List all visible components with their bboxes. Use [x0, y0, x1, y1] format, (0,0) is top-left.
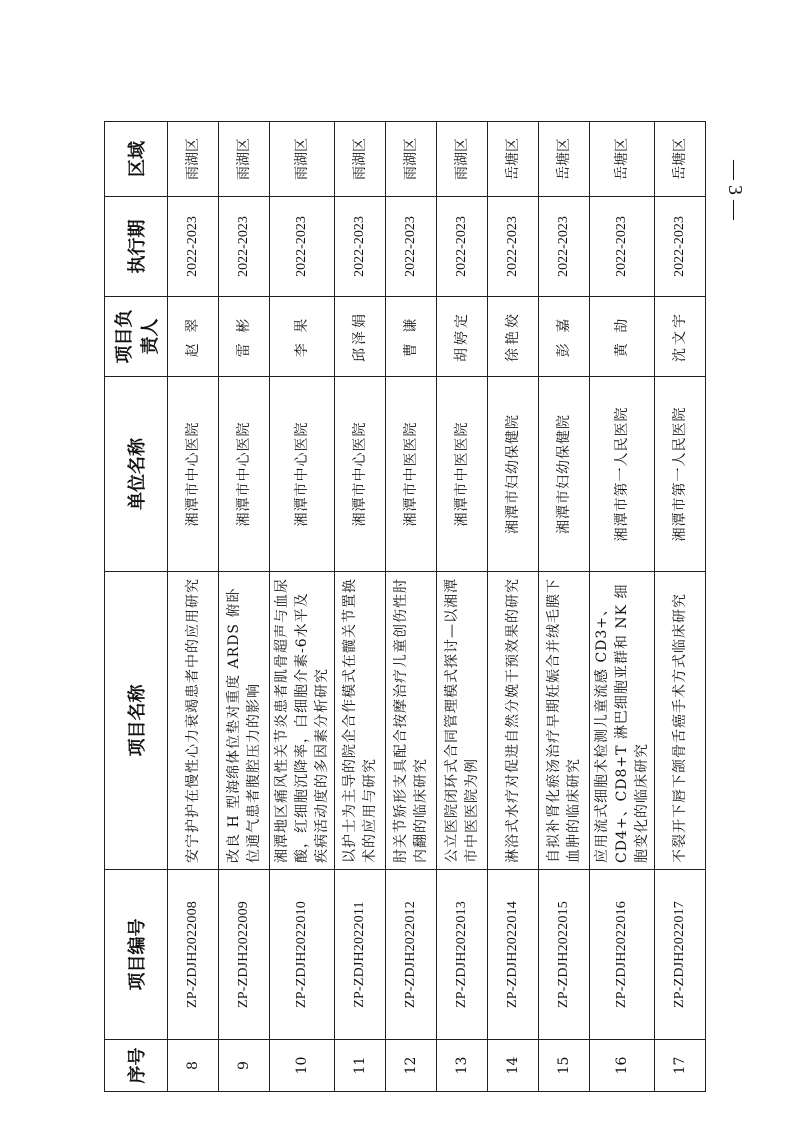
cell-region: 雨湖区 — [386, 122, 437, 197]
cell-region: 雨湖区 — [437, 122, 488, 197]
project-table — [104, 121, 706, 1092]
cell-code: ZP-ZDJH2022012 — [386, 870, 437, 1040]
cell-name: 湘潭地区痛风性关节炎患者肌骨超声与血尿酸，红细胞沉降率，白细胞介素-6水平及疾病活动度的多因素分析研究 — [270, 572, 335, 870]
cell-period: 2022-2023 — [386, 197, 437, 297]
cell-period: 2022-2023 — [488, 197, 539, 297]
cell-code: ZP-ZDJH2022014 — [488, 870, 539, 1040]
cell-name: 改良 H 型海绵体位垫对重度 ARDS 俯卧位通气患者腹腔压力的影响 — [219, 572, 270, 870]
cell-seq: 11 — [335, 1040, 386, 1092]
table-row — [539, 122, 590, 1092]
cell-code: ZP-ZDJH2022013 — [437, 870, 488, 1040]
cell-seq: 15 — [539, 1040, 590, 1092]
cell-period: 2022-2023 — [590, 197, 655, 297]
cell-period: 2022-2023 — [219, 197, 270, 297]
cell-code: ZP-ZDJH2022008 — [168, 870, 219, 1040]
cell-leader: 邱泽娟 — [335, 297, 386, 377]
cell-leader: 彭 嘉 — [539, 297, 590, 377]
cell-seq: 13 — [437, 1040, 488, 1092]
cell-unit: 湘潭市第一人民医院 — [590, 377, 655, 572]
table-row — [270, 122, 335, 1092]
cell-period: 2022-2023 — [655, 197, 706, 297]
cell-name: 淋浴式水疗对促进自然分娩干预效果的研究 — [488, 572, 539, 870]
cell-unit: 湘潭市中心医院 — [335, 377, 386, 572]
cell-seq: 12 — [386, 1040, 437, 1092]
cell-leader: 徐艳姣 — [488, 297, 539, 377]
cell-seq: 17 — [655, 1040, 706, 1092]
table-row — [219, 122, 270, 1092]
cell-leader: 雷 彬 — [219, 297, 270, 377]
cell-leader: 沈文宇 — [655, 297, 706, 377]
table-row — [590, 122, 655, 1092]
cell-region: 雨湖区 — [335, 122, 386, 197]
cell-unit: 湘潭市中心医院 — [219, 377, 270, 572]
cell-leader: 赵 翠 — [168, 297, 219, 377]
cell-leader: 李 果 — [270, 297, 335, 377]
cell-region: 岳塘区 — [539, 122, 590, 197]
cell-seq: 8 — [168, 1040, 219, 1092]
cell-unit: 湘潭市第一人民医院 — [655, 377, 706, 572]
cell-code: ZP-ZDJH2022015 — [539, 870, 590, 1040]
cell-unit: 湘潭市妇幼保健院 — [539, 377, 590, 572]
cell-name: 应用流式细胞术检测儿童流感 CD3+、CD4+、CD8+T 淋巴细胞亚群和 NK 细胞变化的临床研究 — [590, 572, 655, 870]
cell-unit: 湘潭市中医医院 — [437, 377, 488, 572]
table-row — [655, 122, 706, 1092]
cell-seq: 10 — [270, 1040, 335, 1092]
header-code: 项目编号 — [105, 870, 168, 1040]
rotated-table-container — [104, 122, 688, 1092]
header-unit: 单位名称 — [105, 377, 168, 572]
cell-region: 岳塘区 — [488, 122, 539, 197]
cell-unit: 湘潭市中医医院 — [386, 377, 437, 572]
header-name: 项目名称 — [105, 572, 168, 870]
cell-code: ZP-ZDJH2022017 — [655, 870, 706, 1040]
cell-region: 岳塘区 — [655, 122, 706, 197]
cell-region: 岳塘区 — [590, 122, 655, 197]
cell-period: 2022-2023 — [270, 197, 335, 297]
cell-unit: 湘潭市中心医院 — [270, 377, 335, 572]
table-row — [386, 122, 437, 1092]
table-row — [437, 122, 488, 1092]
cell-code: ZP-ZDJH2022009 — [219, 870, 270, 1040]
cell-unit: 湘潭市妇幼保健院 — [488, 377, 539, 572]
header-seq: 序号 — [105, 1040, 168, 1092]
cell-name: 安宁护护在慢性心力衰竭患者中的应用研究 — [168, 572, 219, 870]
cell-name: 自拟补肾化瘀汤治疗早期妊娠合并绒毛膜下血肿的临床研究 — [539, 572, 590, 870]
header-region: 区域 — [105, 122, 168, 197]
cell-unit: 湘潭市中心医院 — [168, 377, 219, 572]
table-row — [168, 122, 219, 1092]
cell-period: 2022-2023 — [539, 197, 590, 297]
cell-region: 雨湖区 — [168, 122, 219, 197]
cell-leader: 胡婷定 — [437, 297, 488, 377]
cell-name: 不裂开下唇下颌骨舌癌手术方式临床研究 — [655, 572, 706, 870]
cell-leader: 黄 劼 — [590, 297, 655, 377]
table-header-row — [105, 122, 168, 1092]
cell-period: 2022-2023 — [437, 197, 488, 297]
cell-code: ZP-ZDJH2022011 — [335, 870, 386, 1040]
cell-seq: 9 — [219, 1040, 270, 1092]
header-period: 执行期 — [105, 197, 168, 297]
cell-period: 2022-2023 — [168, 197, 219, 297]
cell-code: ZP-ZDJH2022010 — [270, 870, 335, 1040]
cell-code: ZP-ZDJH2022016 — [590, 870, 655, 1040]
table-row — [488, 122, 539, 1092]
cell-name: 公立医院闭环式合同管理模式探讨—以湘潭市中医医院为例 — [437, 572, 488, 870]
cell-period: 2022-2023 — [335, 197, 386, 297]
cell-region: 雨湖区 — [270, 122, 335, 197]
header-leader: 项目负责人 — [105, 297, 168, 377]
table-row — [335, 122, 386, 1092]
cell-seq: 14 — [488, 1040, 539, 1092]
cell-leader: 曹 谦 — [386, 297, 437, 377]
cell-seq: 16 — [590, 1040, 655, 1092]
cell-name: 肘关节矫形支具配合按摩治疗儿童创伤性肘内翻的临床研究 — [386, 572, 437, 870]
cell-region: 雨湖区 — [219, 122, 270, 197]
cell-name: 以护士为主导的院企合作模式在髋关节置换术的应用与研究 — [335, 572, 386, 870]
page-number: — 3 — — [724, 160, 746, 220]
